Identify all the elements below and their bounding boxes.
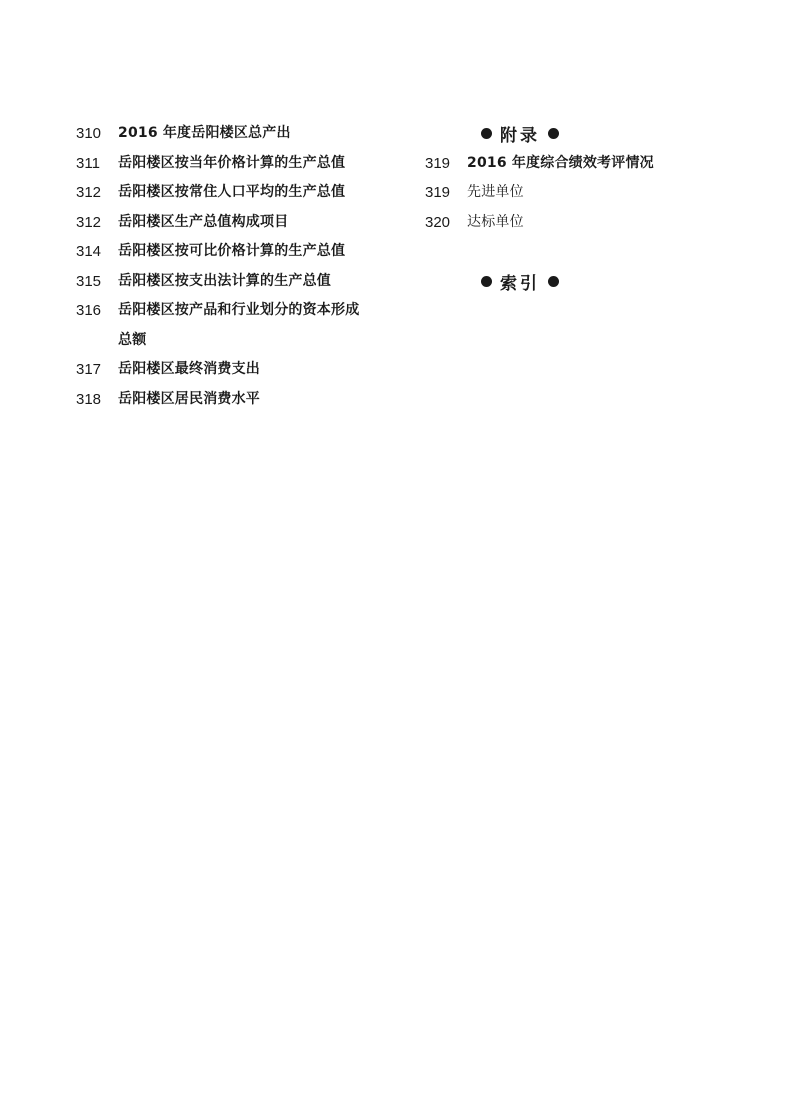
page-number: 318 bbox=[76, 390, 102, 408]
entry-title: 岳阳楼区生产总值构成项目 bbox=[118, 213, 289, 230]
toc-left-column bbox=[76, 119, 396, 414]
page-number: 317 bbox=[76, 361, 102, 378]
page-number: 319 bbox=[425, 154, 451, 172]
toc-entry[interactable] bbox=[76, 355, 396, 385]
appendix-heading-label: 附录 bbox=[500, 126, 540, 147]
entry-title: 达标单位 bbox=[467, 213, 524, 230]
toc-entry[interactable] bbox=[425, 149, 745, 179]
entry-title: 岳阳楼区最终消费支出 bbox=[118, 361, 260, 377]
entry-title: 2016 年度岳阳楼区总产出 bbox=[118, 125, 291, 141]
page-number: 310 bbox=[76, 125, 102, 142]
toc-entry[interactable] bbox=[76, 149, 396, 179]
page-number: 319 bbox=[425, 184, 451, 201]
toc-entry[interactable] bbox=[425, 208, 745, 238]
bullet-dot-icon bbox=[481, 276, 492, 287]
page-number: 320 bbox=[425, 213, 451, 231]
entry-title: 岳阳楼区按当年价格计算的生产总值 bbox=[118, 154, 346, 171]
toc-entry[interactable] bbox=[76, 237, 396, 267]
appendix-heading[interactable] bbox=[425, 119, 615, 149]
entry-title: 先进单位 bbox=[467, 184, 524, 200]
index-heading-label: 索引 bbox=[500, 274, 540, 295]
toc-entry[interactable] bbox=[76, 267, 396, 297]
toc-entry[interactable] bbox=[76, 178, 396, 208]
toc-entry[interactable] bbox=[76, 296, 396, 355]
bullet-dot-icon bbox=[548, 128, 559, 139]
toc-entry[interactable] bbox=[76, 119, 396, 149]
page-number: 311 bbox=[76, 154, 100, 172]
page-number: 315 bbox=[76, 272, 102, 290]
entry-title: 岳阳楼区按支出法计算的生产总值 bbox=[118, 272, 331, 289]
entry-title: 岳阳楼区按常住人口平均的生产总值 bbox=[118, 184, 346, 200]
index-heading[interactable] bbox=[425, 267, 615, 297]
toc-right-column bbox=[425, 119, 745, 237]
entry-title: 岳阳楼区按可比价格计算的生产总值 bbox=[118, 243, 346, 259]
page-number: 316 bbox=[76, 302, 102, 319]
page-number: 314 bbox=[76, 243, 102, 260]
toc-entry[interactable] bbox=[76, 208, 396, 238]
entry-title: 岳阳楼区居民消费水平 bbox=[118, 390, 260, 407]
toc-entry[interactable] bbox=[425, 178, 745, 208]
toc-entry[interactable] bbox=[76, 385, 396, 415]
entry-title: 岳阳楼区按产品和行业划分的资本形成总额 bbox=[118, 302, 360, 348]
bullet-dot-icon bbox=[548, 276, 559, 287]
bullet-dot-icon bbox=[481, 128, 492, 139]
entry-title: 2016 年度综合绩效考评情况 bbox=[467, 154, 654, 171]
page-number: 312 bbox=[76, 213, 102, 231]
page-number: 312 bbox=[76, 184, 102, 201]
